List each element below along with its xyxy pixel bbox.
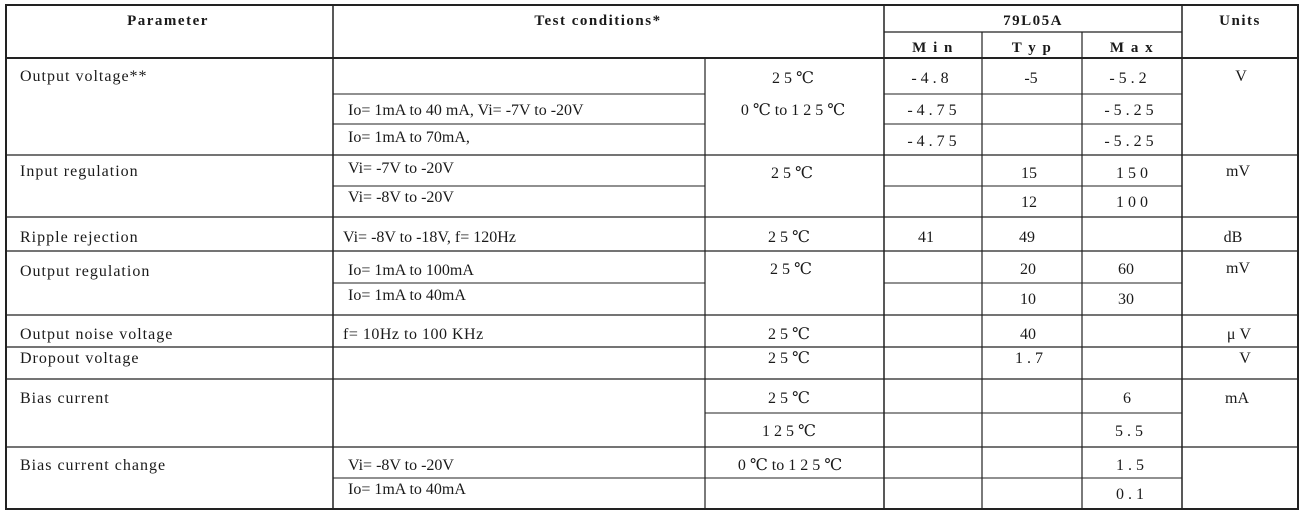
temp-output-noise: 2 5 ℃ — [768, 326, 810, 343]
param-bias-current: Bias current — [20, 390, 110, 407]
temp-output-voltage-1: 2 5 ℃ — [772, 70, 814, 87]
temp-ripple-rejection: 2 5 ℃ — [768, 229, 810, 246]
temp-output-voltage-2: 0 ℃ to 1 2 5 ℃ — [740, 102, 846, 119]
max-output-regulation-1: 60 — [1118, 261, 1134, 278]
temp-bias-change: 0 ℃ to 1 2 5 ℃ — [737, 457, 843, 474]
cond-input-regulation-1: Vi= -7V to -20V — [348, 160, 454, 177]
max-input-regulation-2: 1 0 0 — [1116, 194, 1148, 211]
param-dropout: Dropout voltage — [20, 350, 140, 367]
min-output-voltage-3: - 4 . 7 5 — [907, 133, 957, 150]
cond-output-voltage-1: Io= 1mA to 40 mA, Vi= -7V to -20V — [348, 102, 584, 119]
temp-dropout: 2 5 ℃ — [768, 350, 810, 367]
max-output-voltage-3: - 5 . 2 5 — [1104, 133, 1154, 150]
min-output-voltage-1: - 4 . 8 — [911, 70, 949, 87]
param-ripple-rejection: Ripple rejection — [20, 229, 139, 246]
header-max: M a x — [1109, 40, 1155, 56]
typ-output-regulation-1: 20 — [1020, 261, 1036, 278]
max-output-voltage-2: - 5 . 2 5 — [1104, 102, 1154, 119]
param-output-noise: Output noise voltage — [20, 326, 174, 343]
cond-output-regulation-2: Io= 1mA to 40mA — [348, 287, 466, 304]
max-output-regulation-2: 30 — [1118, 291, 1134, 308]
max-input-regulation-1: 1 5 0 — [1116, 165, 1148, 182]
cond-bias-change-1: Vi= -8V to -20V — [348, 457, 454, 474]
max-bias-change-1: 1 . 5 — [1116, 457, 1144, 474]
typ-output-noise: 40 — [1020, 326, 1036, 343]
typ-input-regulation-2: 12 — [1021, 194, 1037, 211]
unit-output-noise: μ V — [1226, 326, 1252, 343]
min-ripple-rejection: 41 — [918, 229, 934, 246]
unit-output-regulation: mV — [1226, 260, 1250, 277]
max-bias-current-2: 5 . 5 — [1115, 423, 1143, 440]
min-output-voltage-2: - 4 . 7 5 — [907, 102, 957, 119]
header-test-conditions: Test conditions* — [534, 13, 662, 29]
temp-output-regulation: 2 5 ℃ — [770, 261, 812, 278]
header-typ: T y p — [1011, 40, 1053, 56]
param-bias-change: Bias current change — [20, 457, 167, 474]
cond-output-noise: f= 10Hz to 100 KHz — [343, 326, 484, 343]
cond-bias-change-2: Io= 1mA to 40mA — [348, 481, 466, 498]
header-min: M i n — [912, 40, 954, 56]
max-output-voltage-1: - 5 . 2 — [1109, 70, 1147, 87]
param-output-voltage: Output voltage** — [20, 68, 148, 85]
typ-input-regulation-1: 15 — [1021, 165, 1037, 182]
cond-output-regulation-1: Io= 1mA to 100mA — [348, 262, 474, 279]
unit-bias-current: mA — [1225, 390, 1249, 407]
typ-output-voltage-1: -5 — [1024, 70, 1038, 87]
temp-bias-current-1: 2 5 ℃ — [768, 390, 810, 407]
max-bias-change-2: 0 . 1 — [1116, 486, 1144, 503]
unit-ripple-rejection: dB — [1223, 229, 1243, 246]
temp-bias-current-2: 1 2 5 ℃ — [762, 423, 816, 440]
param-output-regulation: Output regulation — [20, 263, 151, 280]
header-parameter: Parameter — [127, 13, 209, 29]
typ-ripple-rejection: 49 — [1019, 229, 1035, 246]
cond-output-voltage-2: Io= 1mA to 70mA, — [348, 129, 470, 146]
cond-input-regulation-2: Vi= -8V to -20V — [348, 189, 454, 206]
header-part-number: 79L05A — [1003, 13, 1063, 29]
typ-dropout: 1 . 7 — [1015, 350, 1043, 367]
unit-input-regulation: mV — [1226, 163, 1250, 180]
typ-output-regulation-2: 10 — [1020, 291, 1036, 308]
unit-output-voltage: V — [1235, 68, 1247, 85]
unit-dropout: V — [1239, 350, 1251, 367]
cond-ripple-rejection: Vi= -8V to -18V, f= 120Hz — [343, 229, 516, 246]
param-input-regulation: Input regulation — [20, 163, 139, 180]
max-bias-current-1: 6 — [1123, 390, 1131, 407]
header-units: Units — [1219, 13, 1261, 29]
temp-input-regulation: 2 5 ℃ — [771, 165, 813, 182]
